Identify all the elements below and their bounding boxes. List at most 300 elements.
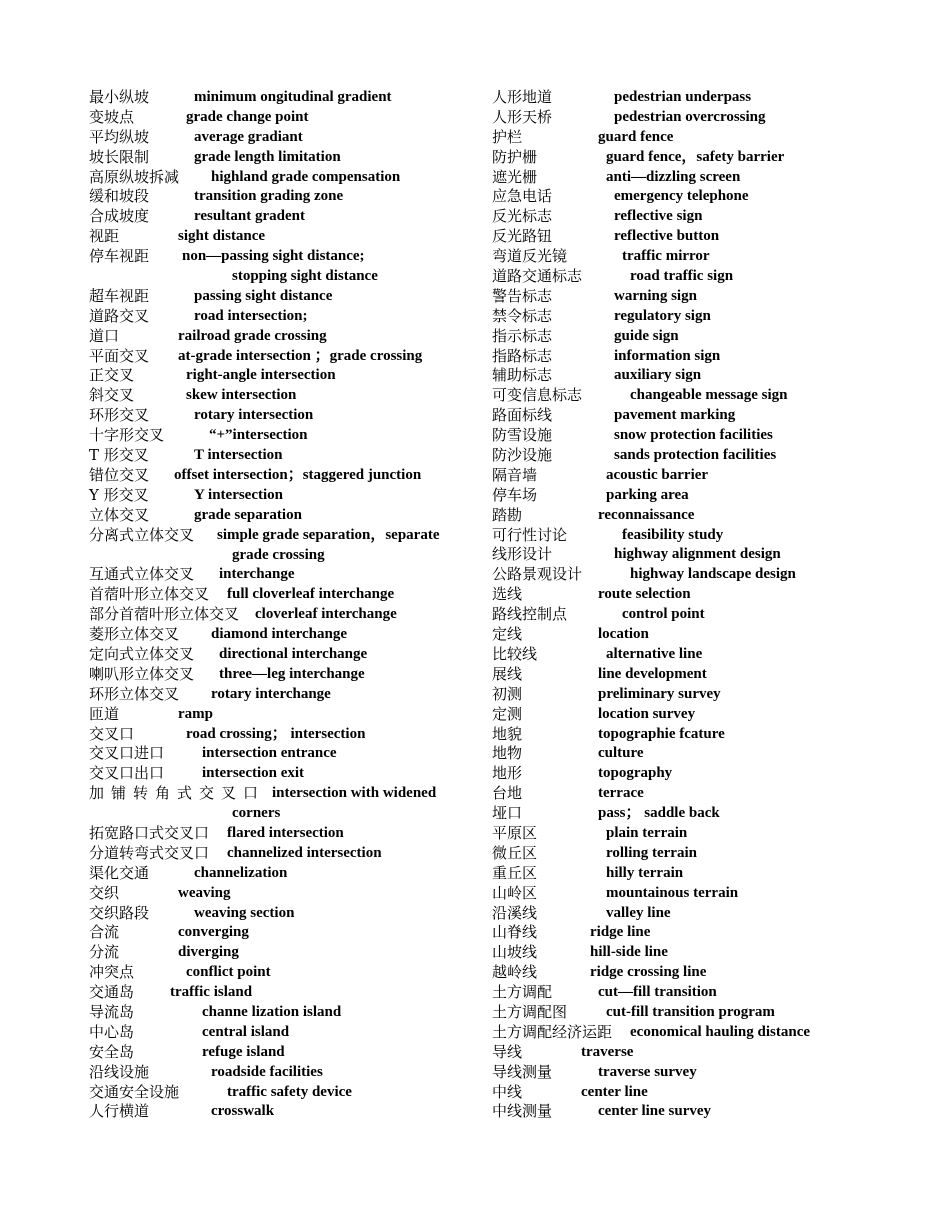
chinese-term: 交通岛 [89,983,135,1002]
chinese-term: 指示标志 [492,326,553,345]
chinese-term: 喇叭形立体交叉 [89,664,195,683]
english-term: weaving [178,884,231,901]
english-term: resultant gradent [194,208,305,225]
chinese-term: 环形交叉 [89,406,150,425]
english-term: culture [598,745,644,762]
english-term: cut-fill transition program [606,1003,775,1020]
glossary-entry [89,148,469,168]
chinese-term: 分离式立体交叉 [89,525,195,544]
glossary-entry [492,565,932,585]
chinese-term: 中线测量 [492,1102,553,1121]
glossary-entry [89,645,469,665]
chinese-term: 合成坡度 [89,207,150,226]
english-term: cloverleaf interchange [255,606,397,623]
glossary-entry [89,784,469,824]
glossary-entry [492,784,932,804]
chinese-term: 导流岛 [89,1003,135,1022]
glossary-entry [89,506,469,526]
english-term: topographie fcature [598,725,725,742]
glossary-entry [492,625,932,645]
english-term: rotary interchange [211,685,331,702]
chinese-term: 防雪设施 [492,426,553,445]
english-term: terrace [598,785,644,802]
chinese-term: 高原纵坡拆减 [89,167,180,186]
english-term: “+”intersection [209,427,308,444]
english-term: intersection entrance [202,745,337,762]
english-term: Y intersection [194,486,284,503]
glossary-entry [89,168,469,188]
chinese-term: 环形立体交叉 [89,684,180,703]
glossary-entry [89,247,469,287]
glossary-entry [492,844,932,864]
chinese-term: 坡长限制 [89,147,150,166]
glossary-entry [89,565,469,585]
glossary-entry [492,665,932,685]
glossary-entry [89,108,469,128]
english-term: roadside facilities [211,1063,323,1080]
chinese-term: 山坡线 [492,943,538,962]
glossary-entry [492,884,932,904]
glossary-entry [492,207,932,227]
glossary-entry [89,904,469,924]
english-term: guide sign [614,327,679,344]
glossary-entry [492,943,932,963]
glossary-entry [89,844,469,864]
chinese-term: Y 形交叉 [89,485,149,504]
glossary-entry [492,824,932,844]
english-term: conflict point [186,964,271,981]
english-term: traverse survey [598,1063,697,1080]
glossary-entry [89,625,469,645]
chinese-term: 互通式立体交叉 [89,565,195,584]
chinese-term: 合流 [89,923,120,942]
english-term: mountainous terrain [606,884,739,901]
english-term: road traffic sign [630,268,734,285]
english-term: crosswalk [211,1103,275,1120]
chinese-term: 路线控制点 [492,605,568,624]
english-term-continued: grade crossing [232,546,325,563]
glossary-entry [492,585,932,605]
glossary-entry [89,963,469,983]
chinese-term: 停车场 [492,485,538,504]
glossary-entry [89,1003,469,1023]
chinese-term: 防沙设施 [492,446,553,465]
english-term: weaving section [194,904,295,921]
english-term: average gradiant [194,128,303,145]
english-term: warning sign [614,287,697,304]
english-term: intersection with widened [272,785,437,802]
chinese-term: 弯道反光镜 [492,247,568,266]
glossary-entry [492,108,932,128]
glossary-entry [492,128,932,148]
english-term: right-angle intersection [186,367,336,384]
chinese-term: 山脊线 [492,923,538,942]
chinese-term: 分流 [89,943,120,962]
glossary-entry [492,605,932,625]
chinese-term: 人形天桥 [492,107,553,126]
chinese-term: 台地 [492,784,523,803]
glossary-entry [492,545,932,565]
english-term: ramp [178,705,213,722]
chinese-term: 线形设计 [492,545,553,564]
english-term: location survey [598,705,696,722]
chinese-term: 中心岛 [89,1022,135,1041]
english-term: diamond interchange [211,626,347,643]
chinese-term: 应急电话 [492,187,553,206]
glossary-right-column [492,88,932,1122]
glossary-entry [492,1043,932,1063]
glossary-entry [492,506,932,526]
english-term: emergency telephone [614,188,749,205]
english-term: center line [581,1083,648,1100]
chinese-term: 定向式立体交叉 [89,644,195,663]
english-term: interchange [219,566,295,583]
chinese-term: 正交叉 [89,366,135,385]
english-term: traffic safety device [227,1083,352,1100]
chinese-term: 平均纵坡 [89,127,150,146]
english-term: offset intersection；staggered junction [174,466,422,483]
english-term: reconnaissance [598,506,695,523]
glossary-entry [492,1102,932,1122]
chinese-term: 缓和坡段 [89,187,150,206]
english-term: transition grading zone [194,188,344,205]
chinese-term: 垭口 [492,804,523,823]
english-term: minimum ongitudinal gradient [194,89,392,105]
chinese-term: 路面标线 [492,406,553,425]
chinese-term: 人行横道 [89,1102,150,1121]
chinese-term: 踏勘 [492,505,523,524]
english-term: reflective button [614,228,720,245]
chinese-term: 反光标志 [492,207,553,226]
english-term: pass； saddle back [598,805,720,822]
chinese-term: 土方调配图 [492,1002,568,1021]
english-term: converging [178,924,249,941]
english-term: feasibility study [622,526,724,543]
glossary-entry [492,168,932,188]
chinese-term: 道路交叉 [89,306,150,325]
english-term: diverging [178,944,239,961]
english-term: rolling terrain [606,844,697,861]
chinese-term: 沿溪线 [492,903,538,922]
glossary-entry [89,705,469,725]
chinese-term: 超车视距 [89,286,150,305]
glossary-entry [492,287,932,307]
glossary-entry [492,764,932,784]
glossary-entry [89,943,469,963]
english-term: pedestrian overcrossing [614,108,766,125]
english-term: economical hauling distance [630,1023,811,1040]
english-term: road crossing； intersection [186,725,366,742]
english-term: flared intersection [227,825,344,841]
glossary-entry [492,247,932,267]
glossary-entry [89,1023,469,1043]
glossary-entry [492,466,932,486]
chinese-term: 隔音墙 [492,465,538,484]
chinese-term: 定线 [492,625,523,644]
english-term: cut—fill transition [598,984,717,1001]
glossary-entry [492,526,932,546]
chinese-term: 交通安全设施 [89,1082,180,1101]
glossary-entry [89,1102,469,1122]
chinese-term: 反光路钮 [492,227,553,246]
chinese-term: 部分首蓿叶形立体交叉 [89,605,240,624]
chinese-term: 立体交叉 [89,505,150,524]
chinese-term: 交叉口出口 [89,764,165,783]
english-term: T intersection [194,447,283,464]
glossary-entry [492,1083,932,1103]
chinese-term: 道口 [89,326,120,345]
glossary-entry [492,983,932,1003]
glossary-entry [492,645,932,665]
english-term: traffic mirror [622,248,710,265]
chinese-term: 道路交通标志 [492,267,583,286]
chinese-term: 护栏 [492,127,523,146]
glossary-entry [492,327,932,347]
english-term: three—leg interchange [219,665,365,682]
chinese-term: 错位交叉 [89,465,150,484]
glossary-entry [89,1063,469,1083]
glossary-entry [492,1063,932,1083]
glossary-entry [492,1023,932,1043]
glossary-entry [492,267,932,287]
chinese-term: 警告标志 [492,286,553,305]
english-term: grade change point [186,108,309,125]
chinese-term: 选线 [492,585,523,604]
chinese-term: 分道转弯式交叉口 [89,843,210,862]
english-term: ridge crossing line [590,964,707,981]
english-term: snow protection facilities [614,427,773,444]
glossary-entry [492,426,932,446]
glossary-entry [492,406,932,426]
glossary-entry [492,347,932,367]
glossary-entry [492,685,932,705]
chinese-term: 视距 [89,227,120,246]
chinese-term: 拓宽路口式交叉口 [89,824,210,842]
chinese-term: 禁令标志 [492,306,553,325]
chinese-term: 辅助标志 [492,366,553,385]
english-term: auxiliary sign [614,367,702,384]
english-term: non—passing sight distance; [182,248,365,265]
glossary-entry [492,744,932,764]
glossary-left-column [89,88,469,1122]
chinese-term: 微丘区 [492,843,538,862]
english-term: full cloverleaf interchange [227,586,395,603]
chinese-term: 十字形交叉 [89,426,165,445]
english-term: acoustic barrier [606,466,709,483]
english-term-continued: stopping sight distance [232,268,378,285]
english-term: plain terrain [606,824,688,841]
chinese-term: 重丘区 [492,863,538,882]
glossary-entry [89,685,469,705]
chinese-term: T 形交叉 [89,446,149,465]
glossary-entry [89,386,469,406]
chinese-term: 定测 [492,704,523,723]
glossary-entry [89,446,469,466]
chinese-term: 中线 [492,1082,523,1101]
chinese-term: 交织 [89,883,120,902]
chinese-term: 菱形立体交叉 [89,625,180,644]
glossary-entry [89,426,469,446]
glossary-entry [492,705,932,725]
chinese-term: 冲突点 [89,963,135,982]
chinese-term: 土方调配 [492,983,553,1002]
english-term: hilly terrain [606,864,684,881]
glossary-entry [89,88,469,108]
chinese-term: 人形地道 [492,88,553,106]
chinese-term: 沿线设施 [89,1062,150,1081]
glossary-entry [492,1003,932,1023]
glossary-entry [89,725,469,745]
english-term-continued: corners [232,805,281,822]
glossary-entry [89,824,469,844]
chinese-term: 交叉口 [89,724,135,743]
glossary-entry [89,187,469,207]
chinese-term: 交织路段 [89,903,150,922]
chinese-term: 平面交叉 [89,346,150,365]
english-term: at-grade intersection ；grade crossing [178,347,423,364]
english-term: valley line [606,904,671,921]
glossary-entry [89,307,469,327]
glossary-entry [89,1083,469,1103]
glossary-entry [89,864,469,884]
english-term: hill-side line [590,944,668,961]
english-term: road intersection; [194,307,308,324]
glossary-entry [89,526,469,566]
english-term: channelization [194,864,288,881]
glossary-entry [492,963,932,983]
chinese-term: 初测 [492,684,523,703]
english-term: alternative line [606,645,703,662]
english-term: sands protection facilities [614,447,777,464]
chinese-term: 展线 [492,664,523,683]
english-term: grade separation [194,506,302,523]
chinese-term: 导线 [492,1042,523,1061]
english-term: anti—dizzling screen [606,168,741,185]
english-term: intersection exit [202,765,305,782]
english-term: reflective sign [614,208,703,225]
english-term: rotary intersection [194,407,314,424]
english-term: location [598,626,649,643]
english-term: pavement marking [614,407,736,424]
glossary-entry [492,227,932,247]
glossary-entry [492,486,932,506]
glossary-entry [89,406,469,426]
glossary-entry [89,923,469,943]
glossary-entry [492,904,932,924]
english-term: refuge island [202,1043,285,1060]
chinese-term: 首蓿叶形立体交叉 [89,585,210,604]
chinese-term: 变坡点 [89,107,135,126]
english-term: channe lization island [202,1004,342,1021]
english-term: traverse [581,1043,634,1060]
chinese-term: 平原区 [492,823,538,842]
chinese-term: 匝道 [89,704,120,723]
english-term: highway alignment design [614,546,781,563]
chinese-term: 停车视距 [89,247,150,266]
glossary-entry [89,287,469,307]
chinese-term: 可变信息标志 [492,386,583,405]
chinese-term: 防护栅 [492,147,538,166]
english-term: highway landscape design [630,566,796,583]
glossary-entry [89,605,469,625]
english-term: guard fence，safety barrier [606,148,785,165]
english-term: skew intersection [186,387,297,404]
chinese-term: 加铺转角式交叉口 [89,784,266,803]
glossary-entry [89,665,469,685]
glossary-entry [492,446,932,466]
chinese-term: 斜交叉 [89,386,135,405]
english-term: topography [598,765,673,782]
glossary-entry [89,486,469,506]
chinese-term: 土方调配经济运距 [492,1022,613,1041]
english-term: route selection [598,586,691,603]
chinese-term: 交叉口进口 [89,744,165,763]
glossary-entry [492,148,932,168]
glossary-entry [492,187,932,207]
chinese-term: 公路景观设计 [492,565,583,584]
english-term: directional interchange [219,645,368,662]
english-term: traffic island [170,984,253,1001]
glossary-entry [492,804,932,824]
glossary-entry [89,227,469,247]
english-term: guard fence [598,128,674,145]
english-term: information sign [614,347,721,364]
chinese-term: 越岭线 [492,963,538,982]
glossary-entry [89,347,469,367]
glossary-entry [89,128,469,148]
chinese-term: 安全岛 [89,1042,135,1061]
english-term: parking area [606,486,689,503]
english-term: channelized intersection [227,844,382,861]
chinese-term: 指路标志 [492,346,553,365]
chinese-term: 地形 [492,764,523,783]
chinese-term: 渠化交通 [89,863,150,882]
glossary-entry [89,366,469,386]
glossary-entry [492,923,932,943]
glossary-entry [89,983,469,1003]
chinese-term: 比较线 [492,644,538,663]
chinese-term: 可行性讨论 [492,525,568,544]
glossary-entry [89,207,469,227]
english-term: sight distance [178,228,266,245]
english-term: central island [202,1023,290,1040]
english-term: passing sight distance [194,287,333,304]
english-term: railroad grade crossing [178,327,327,344]
glossary-entry [89,327,469,347]
english-term: center line survey [598,1103,712,1120]
glossary-entry [492,88,932,108]
english-term: regulatory sign [614,307,711,324]
glossary-entry [89,585,469,605]
glossary-entry [492,307,932,327]
chinese-term: 导线测量 [492,1062,553,1081]
english-term: simple grade separation，separate [217,526,440,543]
chinese-term: 地物 [492,744,523,763]
glossary-entry [492,864,932,884]
english-term: pedestrian underpass [614,89,752,105]
english-term: control point [622,606,705,623]
english-term: line development [598,665,707,682]
chinese-term: 遮光栅 [492,167,538,186]
english-term: ridge line [590,924,651,941]
english-term: highland grade compensation [211,168,401,185]
glossary-entry [89,884,469,904]
glossary-entry [89,466,469,486]
chinese-term: 地貌 [492,724,523,743]
glossary-entry [492,725,932,745]
english-term: changeable message sign [630,387,788,404]
glossary-entry [89,744,469,764]
